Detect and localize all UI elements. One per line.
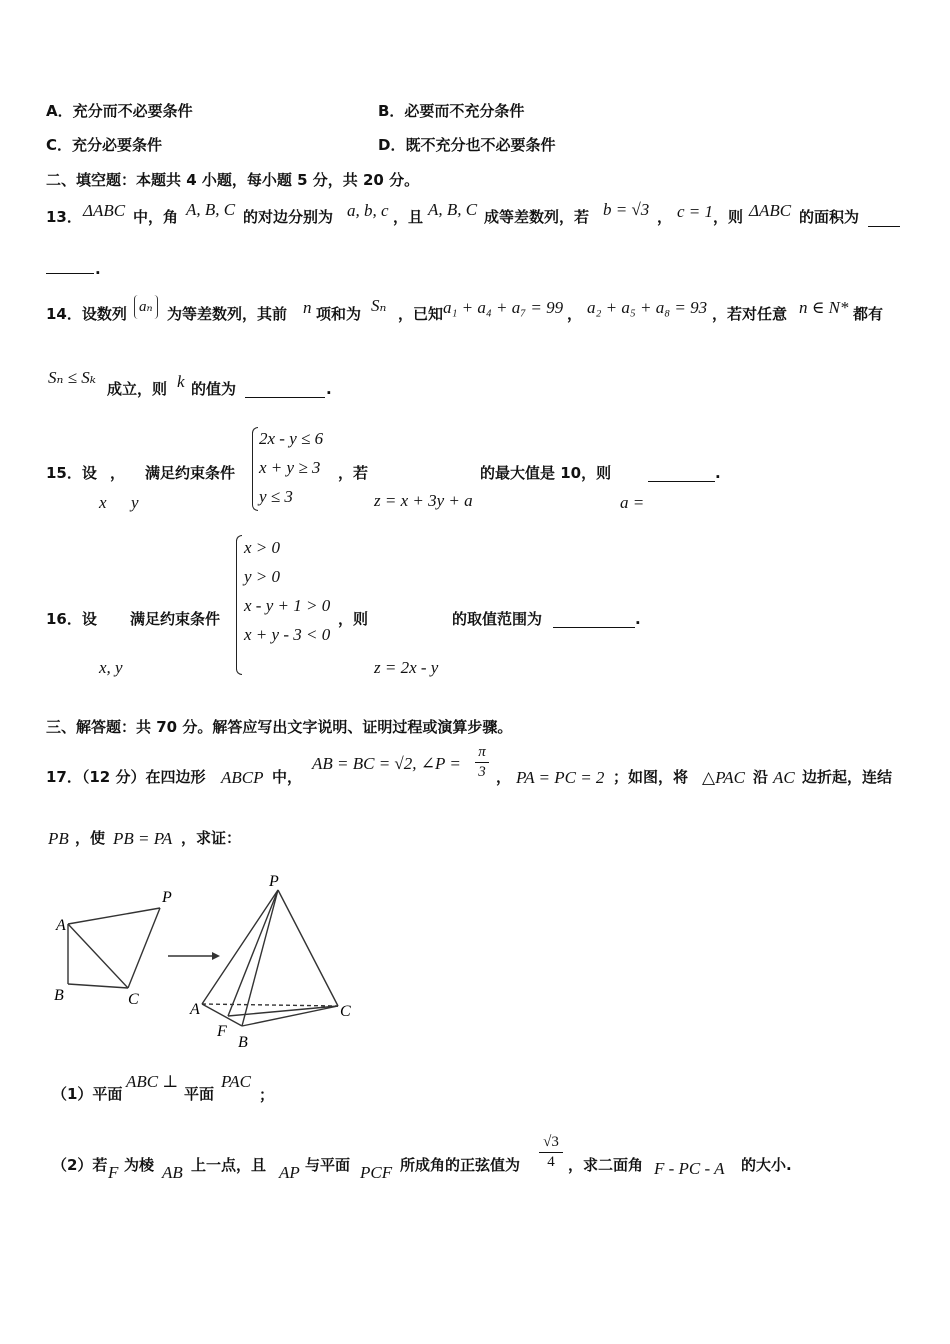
q15-text-1: 满足约束条件: [145, 464, 236, 482]
q14-k: k: [177, 372, 185, 391]
q17-part2-ab: AB: [162, 1163, 183, 1182]
q17-quadrilateral: ABCP: [221, 768, 264, 787]
q17-part1-pac: PAC: [221, 1072, 251, 1091]
q15-text-3: 的最大值是 10，则: [480, 464, 612, 482]
q15-number: 15．设: [46, 464, 97, 482]
q15-x: x: [99, 493, 107, 512]
q17-fraction-sqrt3: √3: [543, 1134, 559, 1150]
q14-text-4: ，若对任意: [712, 305, 788, 323]
q17-comma: ，: [496, 768, 512, 786]
q17-part2-f: F: [108, 1163, 119, 1182]
q17-sine-fraction: [539, 1135, 563, 1170]
q17-number: 17．（12 分）在四边形: [46, 768, 206, 786]
q14-text-7: 的值为: [191, 380, 237, 398]
q17-part2-text-6: ，求二面角: [568, 1156, 644, 1174]
q17-text-5: 边折起，连结: [802, 768, 893, 786]
q17-text-3: ；如图，将: [613, 768, 689, 786]
right-label-c: C: [340, 1003, 351, 1020]
q16-answer-blank: [553, 627, 635, 628]
q17-fraction-four: 4: [547, 1154, 555, 1170]
q15-constraint-3: y ≤ 3: [259, 487, 293, 506]
right-label-f: F: [217, 1023, 227, 1040]
q16-constraint-1: x > 0: [244, 538, 281, 557]
section-2-heading: 二、填空题：本题共 4 小题，每小题 5 分，共 20 分。: [46, 171, 420, 189]
choice-b: B．必要而不充分条件: [378, 102, 525, 120]
q14-text-2: 项和为: [316, 305, 362, 323]
q13-answer-blank-1: [868, 226, 900, 227]
q13-text-4: 成等差数列，若: [484, 208, 590, 226]
q15-constraint-1: 2x - y ≤ 6: [259, 429, 324, 448]
q14-inequality: Sₙ ≤ Sₖ: [48, 368, 96, 387]
q13-angles: A, B, C: [186, 200, 236, 219]
q17-part2-text-2: 为棱: [124, 1156, 155, 1174]
q13-text-3: ，且: [393, 208, 424, 226]
q17-angle-fraction: [475, 745, 489, 780]
right-label-a: A: [190, 1001, 200, 1018]
q15-objective: z = x + 3y + a: [374, 491, 473, 510]
q15-comma: ，: [110, 464, 126, 482]
q17-triangle: △PAC: [702, 768, 745, 787]
q17-text-1: 中，: [272, 768, 303, 786]
q17-part2-end: 的大小.: [741, 1156, 792, 1174]
q17-part2-pcf: PCF: [360, 1163, 393, 1182]
q14-sn: Sₙ: [371, 296, 387, 315]
q15-y: y: [131, 493, 139, 512]
q14-end: .: [326, 380, 332, 398]
q17-ac: AC: [773, 768, 795, 787]
q17-part2-text-3: 上一点，且: [191, 1156, 267, 1174]
choice-a: A．充分而不必要条件: [46, 102, 193, 120]
q13-b-value: b = √3: [603, 200, 650, 219]
q14-text-6: 成立，则: [107, 380, 168, 398]
q13-answer-blank-2: [46, 273, 94, 274]
q14-n: n: [303, 298, 312, 317]
arrow-icon: [168, 952, 220, 960]
q13-angles-2: A, B, C: [428, 200, 478, 219]
q17-dihedral: F - PC - A: [654, 1159, 725, 1178]
left-label-p: P: [162, 889, 172, 906]
q16-xy: x, y: [99, 658, 123, 677]
q17-condition: AB = BC = √2, ∠P =: [312, 754, 461, 773]
left-label-b: B: [54, 987, 64, 1004]
q14-text-5: 都有: [853, 305, 884, 323]
fraction-bar: [475, 762, 489, 763]
q13-sides: a, b, c: [347, 201, 389, 220]
q14-text-1: 为等差数列，其前: [167, 305, 288, 323]
q17-pb: PB: [48, 829, 69, 848]
q17-fraction-three: 3: [478, 764, 486, 780]
q17-part2-ap: AP: [279, 1163, 300, 1182]
q15-text-2: ，若: [338, 464, 369, 482]
q13-text-1: 中，角: [133, 208, 179, 226]
q16-text-2: ，则: [338, 610, 369, 628]
q15-a: a =: [620, 493, 645, 512]
q14-comma: ，: [567, 305, 583, 323]
q14-equation-2: a₂ + a₅ + a₈ = 93: [587, 298, 708, 317]
q17-fraction-pi: π: [478, 744, 486, 760]
q16-constraint-2: y > 0: [244, 567, 281, 586]
q13-comma: ，: [657, 208, 673, 226]
right-label-p: P: [269, 873, 279, 890]
left-label-c: C: [128, 991, 139, 1008]
choice-c: C．充分必要条件: [46, 136, 163, 154]
q17-part2-text-1: （2）若: [52, 1156, 108, 1174]
q13-text-6: 的面积为: [799, 208, 860, 226]
q17-part1-end: ；: [259, 1086, 275, 1104]
q17-part2-text-4: 与平面: [305, 1156, 351, 1174]
q17-pa-pc: PA = PC = 2: [516, 768, 605, 787]
q13-triangle-2: ΔABC: [749, 201, 792, 220]
choice-d: D．既不充分也不必要条件: [378, 136, 556, 154]
q14-n-in-naturals: n ∈ N*: [799, 298, 849, 317]
q16-objective: z = 2x - y: [374, 658, 439, 677]
q17-text-4: 沿: [753, 768, 769, 786]
right-label-b: B: [238, 1034, 248, 1051]
q15-end: .: [715, 464, 721, 482]
q14-number: 14．设数列: [46, 305, 127, 323]
figure-left-quadrilateral: [68, 908, 160, 988]
q15-answer-blank: [648, 481, 715, 482]
q14-equation-1: a₁ + a₄ + a₇ = 99: [443, 298, 564, 317]
q17-part1-text-2: 平面: [184, 1085, 215, 1103]
section-3-heading: 三、解答题：共 70 分。解答应写出文字说明、证明过程或演算步骤。: [46, 718, 513, 736]
q14-text-3: ，已知: [398, 305, 444, 323]
figure-right-tetrahedron: [202, 890, 338, 1026]
q16-number: 16．设: [46, 610, 97, 628]
left-label-a: A: [56, 917, 66, 934]
q15-brace: [252, 427, 258, 511]
q16-constraint-3: x - y + 1 > 0: [244, 596, 331, 615]
q17-part1-abc: ABC ⊥: [126, 1072, 179, 1091]
q17-part2-text-5: 所成角的正弦值为: [400, 1156, 521, 1174]
q13-triangle: ΔABC: [83, 201, 126, 220]
q13-c-value: c = 1: [677, 202, 714, 221]
q13-text-2: 的对边分别为: [243, 208, 334, 226]
q17-text-6: ，使: [75, 829, 106, 847]
q16-text-1: 满足约束条件: [130, 610, 221, 628]
q16-text-3: 的取值范围为: [452, 610, 543, 628]
q17-text-7: ，求证：: [181, 829, 242, 847]
q16-end: .: [635, 610, 641, 628]
q17-figure: [40, 870, 370, 1060]
q14-answer-blank: [245, 397, 325, 398]
q14-sequence: aₙ: [134, 295, 158, 319]
q13-number: 13．: [46, 208, 82, 226]
q13-end: .: [95, 260, 101, 278]
q16-constraint-4: x + y - 3 < 0: [244, 625, 331, 644]
q15-constraint-2: x + y ≥ 3: [259, 458, 321, 477]
q17-part1-text-1: （1）平面: [52, 1085, 123, 1103]
q17-pb-pa: PB = PA: [113, 829, 173, 848]
fraction-bar: [539, 1152, 563, 1153]
q13-text-5: ，则: [713, 208, 744, 226]
q16-brace: [236, 535, 242, 675]
